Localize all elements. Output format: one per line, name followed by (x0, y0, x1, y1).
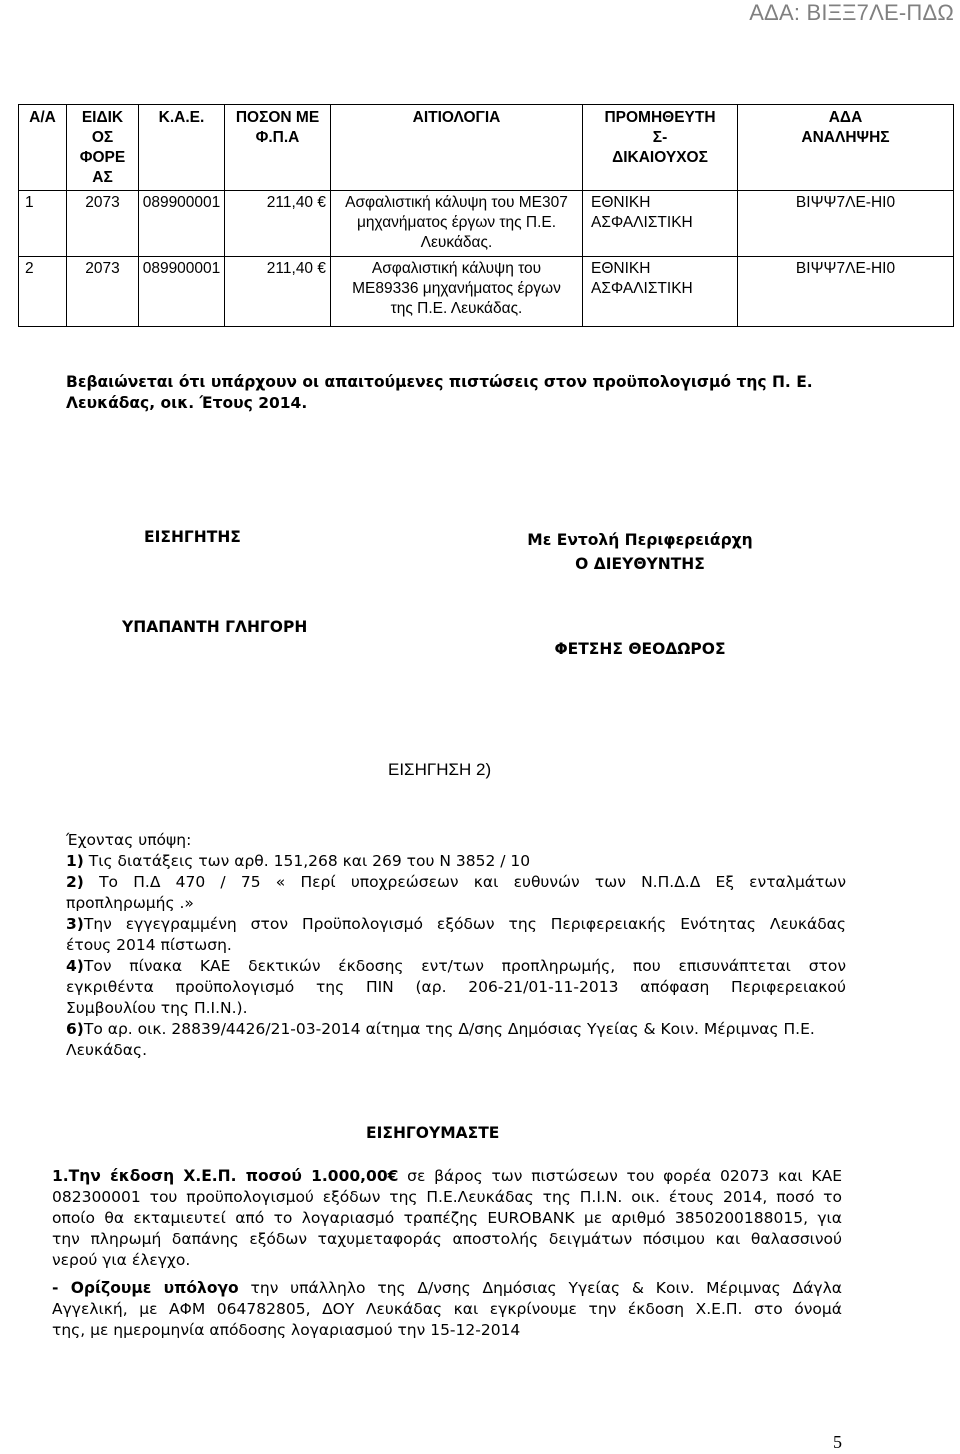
page-number: 5 (833, 1432, 842, 1452)
cell-aa: 1 (19, 191, 67, 257)
consideration-3: 3)Την εγγεγραμμένη στον Προϋπολογισμό εξόδων της Περιφερειακής Ενότητας Λευκάδας (66, 915, 846, 933)
signature-role-left: ΕΙΣΗΓΗΤΗΣ (144, 528, 241, 546)
table-row (19, 191, 954, 257)
certification-statement: Βεβαιώνεται ότι υπάρχουν οι απαιτούμενες πιστώσεις στον προϋπολογισμό της Π. Ε. Λευκάδας, οικ. Έτους 2014. (66, 373, 813, 412)
header-ada-analipsis: ΑΔΑ ΑΝΑΛΗΨΗΣ (738, 105, 954, 191)
cell-poson: 211,40 € (225, 191, 331, 257)
ada-header-code: ΑΔΑ: ΒΙΞΞ7ΛΕ-ΠΔΩ (749, 0, 954, 25)
consideration-1: 1) Τις διατάξεις των αρθ. 151,268 και 269 του Ν 3852 / 10 (66, 852, 531, 870)
table-row (19, 257, 954, 327)
allocation-table (18, 104, 954, 327)
cell-kae: 089900001 (139, 257, 225, 327)
cell-aitiologia: Ασφαλιστική κάλυψη του ΜΕ307 μηχανήματος έργων της Π.Ε. Λευκάδας. (331, 191, 583, 257)
cell-aitiologia: Ασφαλιστική κάλυψη του ΜΕ89336 μηχανήματος έργων της Π.Ε. Λευκάδας. (331, 257, 583, 327)
signature-name-right: ΦΕΤΣΗΣ ΘΕΟΔΩΡΟΣ (554, 640, 726, 658)
signature-name-left: ΥΠΑΠΑΝΤΗ ΓΛΗΓΟΡΗ (122, 618, 308, 636)
cell-aa: 2 (19, 257, 67, 327)
euro-sign: € (387, 1167, 399, 1185)
decision-paragraph-1: 1.Την έκδοση Χ.Ε.Π. ποσού 1.000,00€ σε βάρος των πιστώσεων του φορέα 02073 και ΚΑΕ 082300001 του προϋπολογισμού εξόδων της Π.Ε.Λευκάδας της Π.Ι.Ν. οικ. έτους 2014, ποσό το οποίο θα εκταμιευτεί από το λογαριασμό τραπέζης EUROBANK με αριθμό 3850200188015, για την πληρωμή δαπάνης εξόδων ταχυμεταφοράς αποστολής δειγμάτων πόσιμου και θαλασσινού νερού για έλεγχο. (52, 1167, 842, 1269)
euro-sign: € (317, 260, 326, 277)
header-aitiologia: ΑΙΤΙΟΛΟΓΙΑ (331, 105, 583, 191)
consideration-4: 4)Τον πίνακα ΚΑΕ δεκτικών έκδοσης εντ/των προπληρωμής, που επισυνάπτεται στον (66, 957, 846, 975)
cell-foreas: 2073 (67, 257, 139, 327)
decision-paragraph-2: - Ορίζουμε υπόλογο την υπάλληλο της Δ/νσης Δημόσιας Υγείας & Κοιν. Μέριμνας Δάγλα Αγγελική, με ΑΦΜ 064782805, ΔΟΥ Λευκάδας και εγκρίνουμε την έκδοση Χ.Ε.Π. στο όνομά της, με ημερομηνία απόδοσης λογαριασμού την 15-12-2014 (52, 1279, 842, 1339)
proposal-title: ΕΙΣΗΓΗΣΗ 2) (388, 760, 492, 779)
cell-ada: ΒΙΨΨ7ΛΕ-ΗΙ0 (738, 191, 954, 257)
cell-ada: ΒΙΨΨ7ΛΕ-ΗΙ0 (738, 257, 954, 327)
header-eidikos-foreas: ΕΙΔΙΚ ΟΣ ΦΟΡΕ ΑΣ (67, 105, 139, 191)
header-kae: Κ.Α.Ε. (139, 105, 225, 191)
cell-promitheftis: ΕΘΝΙΚΗ ΑΣΦΑΛΙΣΤΙΚΗ (583, 257, 738, 327)
header-poson: ΠΟΣΟΝ ΜΕ Φ.Π.Α (225, 105, 331, 191)
signature-role-right: Με Εντολή Περιφερειάρχη Ο ΔΙΕΥΘΥΝΤΗΣ (527, 531, 753, 573)
proposal-considerations: Έχοντας υπόψη: 1) Τις διατάξεις των αρθ. 151,268 και 269 του Ν 3852 / 10 2) Το Π.Δ 470 / 75 « Περί υποχρεώσεων και ευθυνών των Ν.Π.Δ.Δ Εξ ενταλμάτων προπληρωμής .» 3)Την εγγεγραμμένη στον Προϋπολογισμό εξόδων της Περιφερειακής Ενότητας Λευκάδας έτους 2014 πίστωση. 4)Τον πίνακα ΚΑΕ δεκτικών έκδοσης εντ/των προπληρωμής, που επισυνάπτεται στον εγκριθέντα προϋπολογισμό της ΠΙΝ (αρ. 206-21/01-11-2013 απόφαση Περιφερειακού Συμβουλίου της Π.Ι.Ν.). 6)Το αρ. οικ. 28839/4426/21-03-2014 αίτημα της Δ/σης Δημόσιας Υγείας & Κοιν. Μέριμνας Π.Ε. Λευκάδας. (66, 831, 846, 1059)
consideration-2: 2) Το Π.Δ 470 / 75 « Περί υποχρεώσεων και ευθυνών των Ν.Π.Δ.Δ Εξ ενταλμάτων (66, 873, 846, 891)
cell-poson: 211,40 € (225, 257, 331, 327)
decision-title: ΕΙΣΗΓΟΥΜΑΣΤΕ (366, 1124, 500, 1142)
header-promitheftis: ΠΡΟΜΗΘΕΥΤΗ Σ- ΔΙΚΑΙΟΥΧΟΣ (583, 105, 738, 191)
cell-kae: 089900001 (139, 191, 225, 257)
table-header-row (19, 105, 954, 191)
cell-foreas: 2073 (67, 191, 139, 257)
euro-sign: € (317, 194, 326, 211)
cell-promitheftis: ΕΘΝΙΚΗ ΑΣΦΑΛΙΣΤΙΚΗ (583, 191, 738, 257)
header-aa: Α/Α (19, 105, 67, 191)
consideration-6: 6)Το αρ. οικ. 28839/4426/21-03-2014 αίτημα της Δ/σης Δημόσιας Υγείας & Κοιν. Μέριμνας Π.Ε. (66, 1020, 815, 1038)
